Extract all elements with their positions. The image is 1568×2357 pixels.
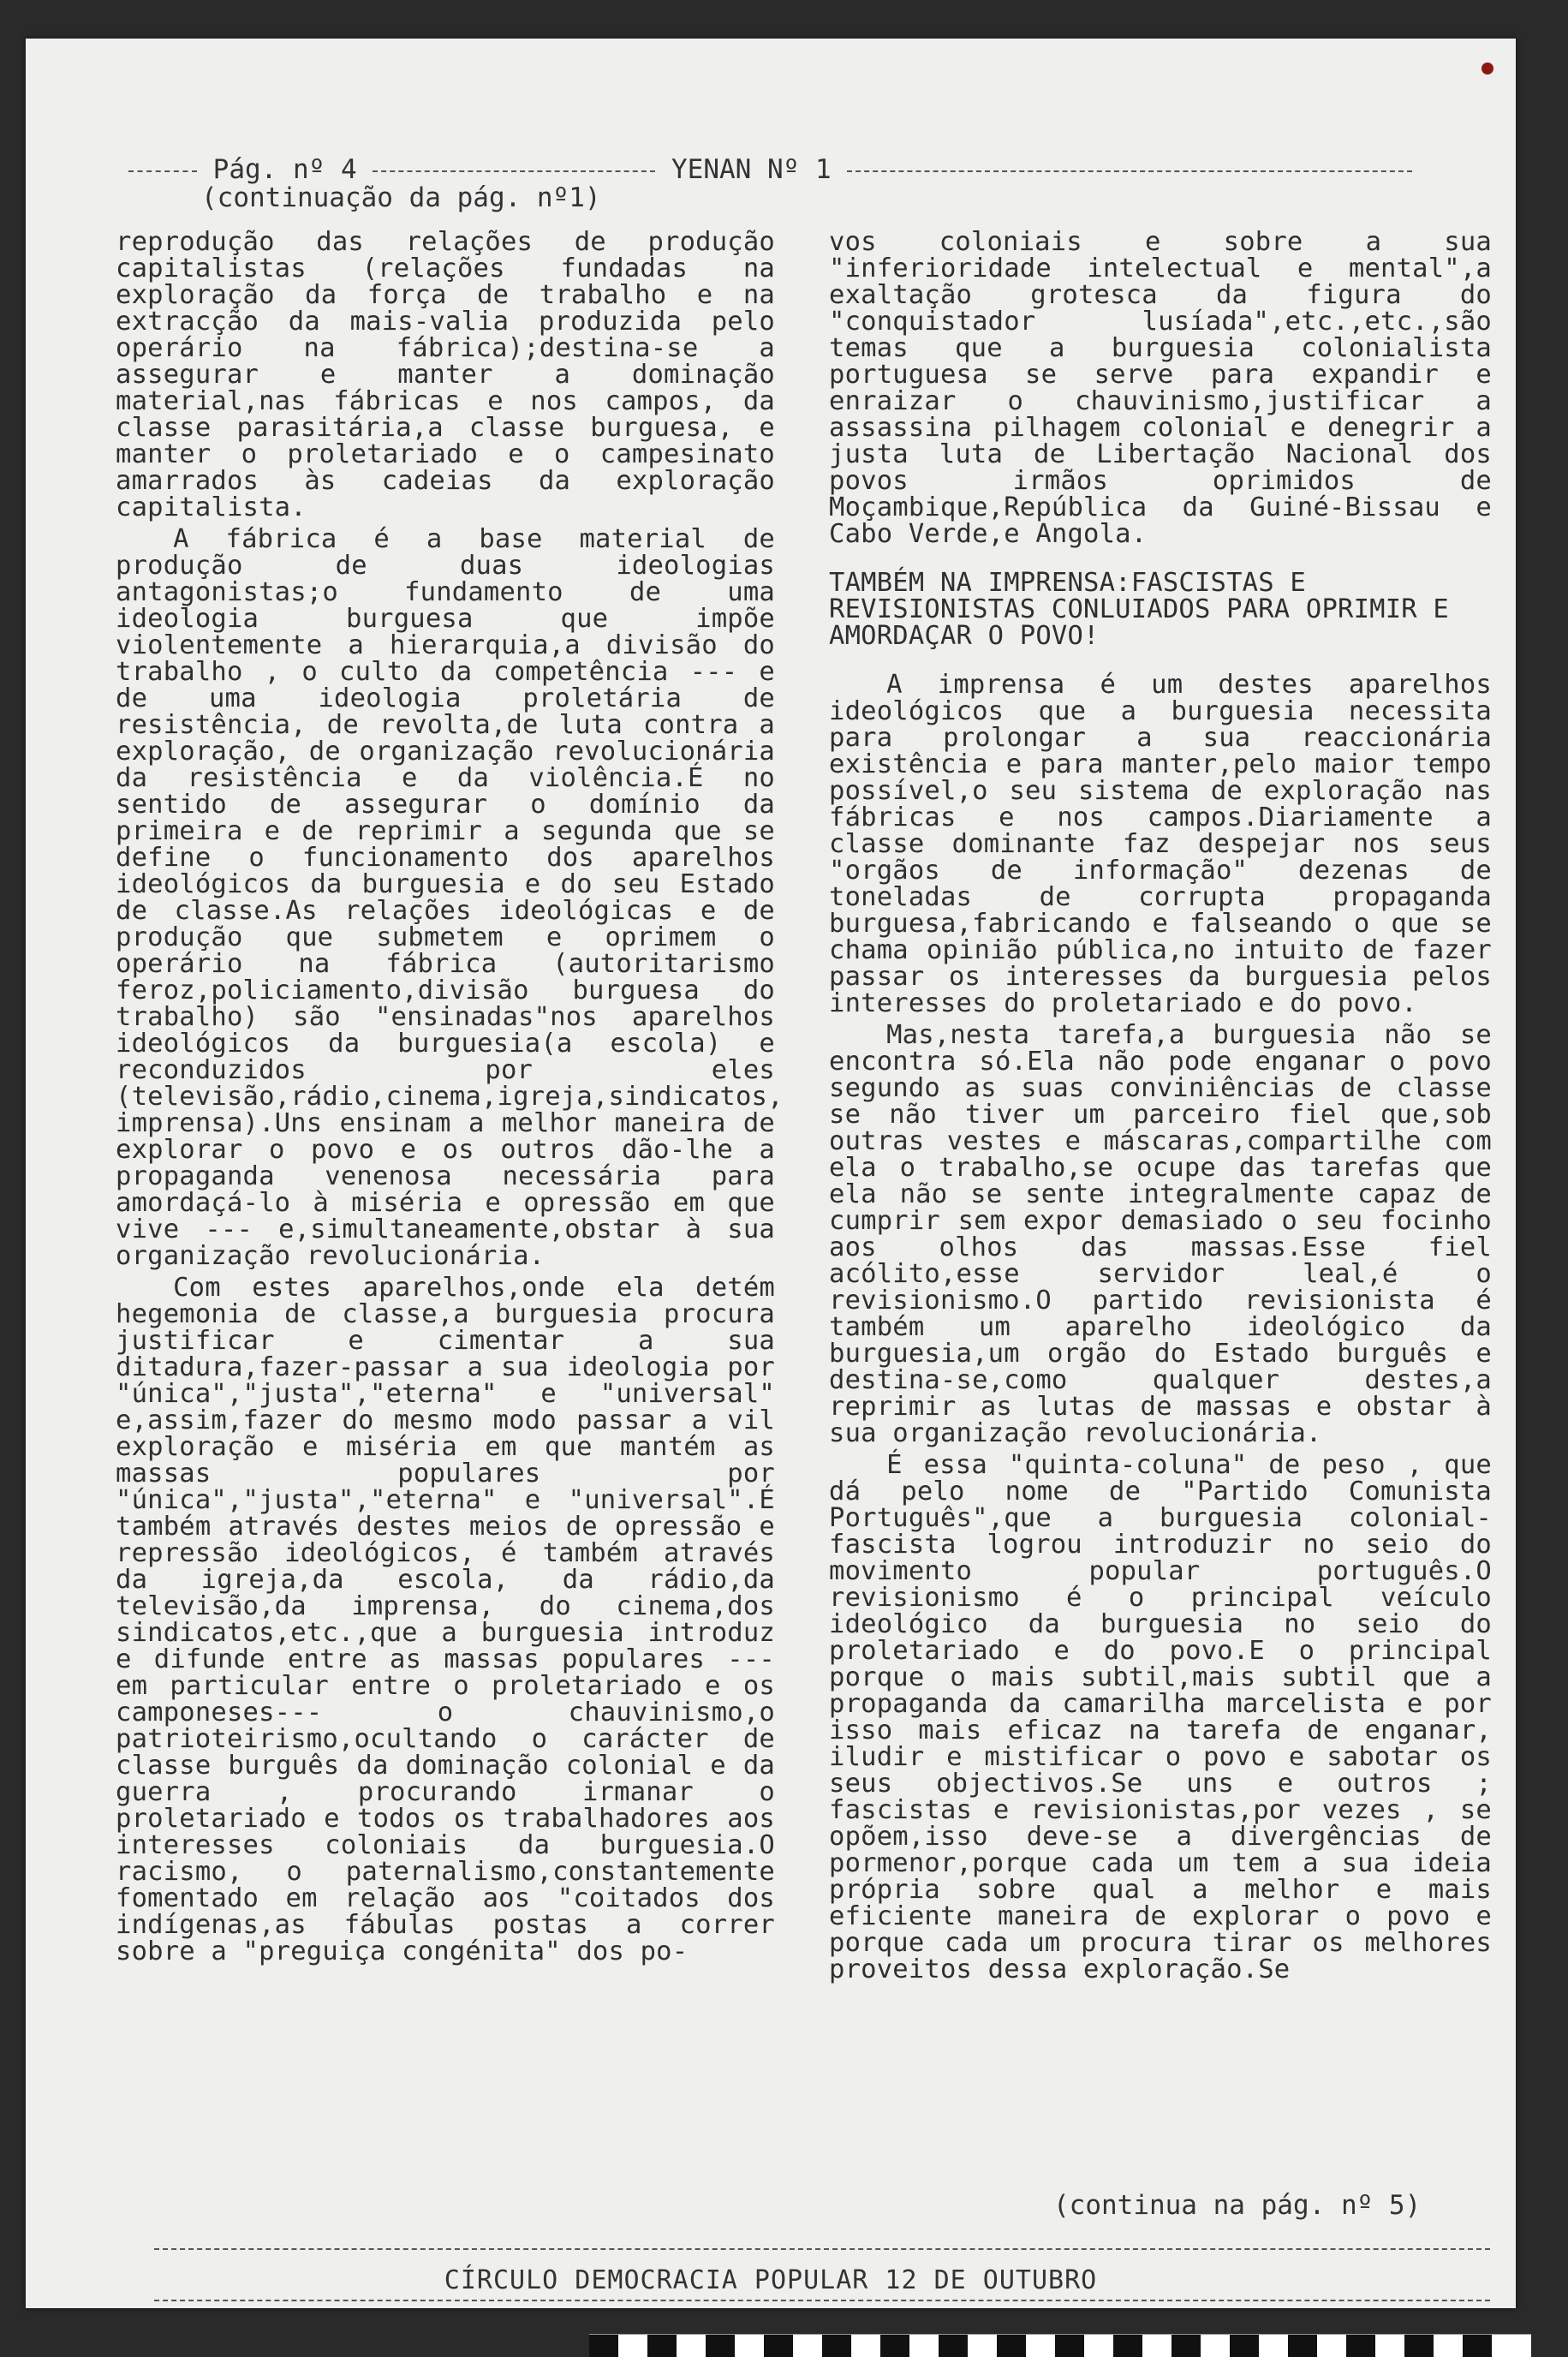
divider [154,2300,1490,2301]
publication-title: YENAN Nº 1 [671,154,832,185]
punch-mark [1482,63,1493,75]
paragraph: vos coloniais e sobre a sua "inferioridade intelectual e mental",a exaltação grotesca da figura do "conquistador lusíada",etc.,etc.,são temas que a burguesia colonialista portuguesa se serve para expandir e enraizar o chauvinismo,justificar a assassina pilhagem colonial e denegrir a justa luta de Libertação Nacional dos povos irmãos oprimidos de Moçambique,República da Guiné-Bissau e Cabo Verde,e Angola. [829,227,1492,549]
continuation-note: (continua na pág. nº 5) [1053,2190,1422,2221]
paragraph: Mas,nesta tarefa,a burguesia não se encontra só.Ela não pode enganar o povo segundo as suas conviniências de classe se não tiver um parceiro fiel que,sob outras vestes e máscaras,compartilhe com ela o trabalho,se ocupe das tarefas que ela não se sente integralmente capaz de cumprir sem expor demasiado o seu focinho aos olhos das massas.Esse fiel acólito,esse servidor leal,é o revisionismo.O partido revisionista é também um aparelho ideológico da burguesia,um orgão do Estado burguês e destina-se,como qualquer destes,a reprimir as lutas de massas e obstar à sua organização revolucionária. [829,1020,1492,1448]
continuation-note: (continuação da pág. nº1) [201,182,601,213]
left-column [116,227,784,1970]
scale-ruler [589,2334,1531,2357]
paragraph: A fábrica é a base material de produção de duas ideologias antagonistas;o fundamento de uma ideologia burguesa que impõe violentemente a hierarquia,a divisão do trabalho , o culto da competência --- e de uma ideologia proletária de resistência, de revolta,de luta contra a exploração, de organização revolucionária da resistência e da violência.É no sentido de assegurar o domínio da primeira e de reprimir a segunda que se define o funcionamento dos aparelhos ideológicos da burguesia e do seu Estado de classe.As relações ideológicas e de produção que submetem e oprimem o operário na fábrica (autoritarismo feroz,policiamento,divisão burguesa do trabalho) são "ensinadas"nos aparelhos ideológicos da burguesia(a escola) e reconduzidos por eles (televisão,rádio,cinema,igreja,sindicatos, imprensa).Uns ensinam a melhor maneira de explorar o povo e os outros dão-lhe a propaganda venenosa necessária para amordaçá-lo à miséria e opressão em que vive --- e,simultaneamente,obstar à sua organização revolucionária. [116,524,784,1271]
paragraph: É essa "quinta-coluna" de peso , que dá pelo nome de "Partido Comunista Português",que a burguesia colonial-fascista logrou introduzir no seio do movimento popular português.O revisionismo é o principal veículo ideológico da burguesia no seio do proletariado e do povo.E o principal porque o mais subtil,mais subtil que a propaganda da camarilha marcelista e por isso mais eficaz na tarefa de enganar, iludir e mistificar o povo e sabotar os seus objectivos.Se uns e outros ; fascistas e revisionistas,por vezes , se opõem,isso deve-se a divergências de pormenor,porque cada um tem a sua ideia própria sobre qual a melhor e mais eficiente maneira de explorar o povo e porque cada um procura tirar os melhores proveitos dessa exploração.Se [829,1450,1492,1984]
document-page [26,39,1516,2308]
divider [154,2248,1490,2250]
page-header [128,154,1482,185]
paragraph: reprodução das relações de produção capitalistas (relações fundadas na exploração da força de trabalho e na extracção da mais-valia produzida pelo operário na fábrica);destina-se a assegurar e manter a dominação material,nas fábricas e nos campos, da classe parasitária,a classe burguesa, e manter o proletariado e o campesinato amarrados às cadeias da exploração capitalista. [116,227,775,522]
paragraph: A imprensa é um destes aparelhos ideológicos que a burguesia necessita para prolongar a sua reaccionária existência e para manter,pelo maior tempo possível,o seu sistema de exploração nas fábricas e nos campos.Diariamente a classe dominante faz despejar nos seus "orgãos de informação" dezenas de toneladas de corrupta propaganda burguesa,fabricando e falseando o que se chama opinião pública,no intuito de fazer passar os interesses da burguesia pelos interesses do proletariado e do povo. [829,670,1492,1018]
section-heading: TAMBÉM NA IMPRENSA:FASCISTAS E REVISIONISTAS CONLUIADOS PARA OPRIMIR E AMORDAÇAR O POVO! [829,568,1449,651]
page-number: Pág. nº 4 [212,154,357,185]
footer: CÍRCULO DEMOCRACIA POPULAR 12 DE OUTUBRO [444,2265,1098,2295]
right-column [829,229,1492,1988]
paragraph: Com estes aparelhos,onde ela detém hegemonia de classe,a burguesia procura justificar e cimentar a sua ditadura,fazer-passar a sua ideologia por "única","justa","eterna" e "universal" e,assim,fazer do mesmo modo passar a vil exploração e miséria em que mantém as massas populares por "única","justa","eterna" e "universal".É também através destes meios de opressão e repressão ideológicos, é também através da igreja,da escola, da rádio,da televisão,da imprensa, do cinema,dos sindicatos,etc.,que a burguesia introduz e difunde entre as massas populares --- em particular entre o proletariado e os camponeses--- o chauvinismo,o patrioteirismo,ocultando o carácter de classe burguês da dominação colonial e da guerra , procurando irmanar o proletariado e todos os trabalhadores aos interesses coloniais da burguesia.O racismo, o paternalismo,constantemente fomentado em relação aos "coitados dos indígenas,as fábulas postas a correr sobre a "preguiça congénita" dos po- [116,1273,775,1966]
